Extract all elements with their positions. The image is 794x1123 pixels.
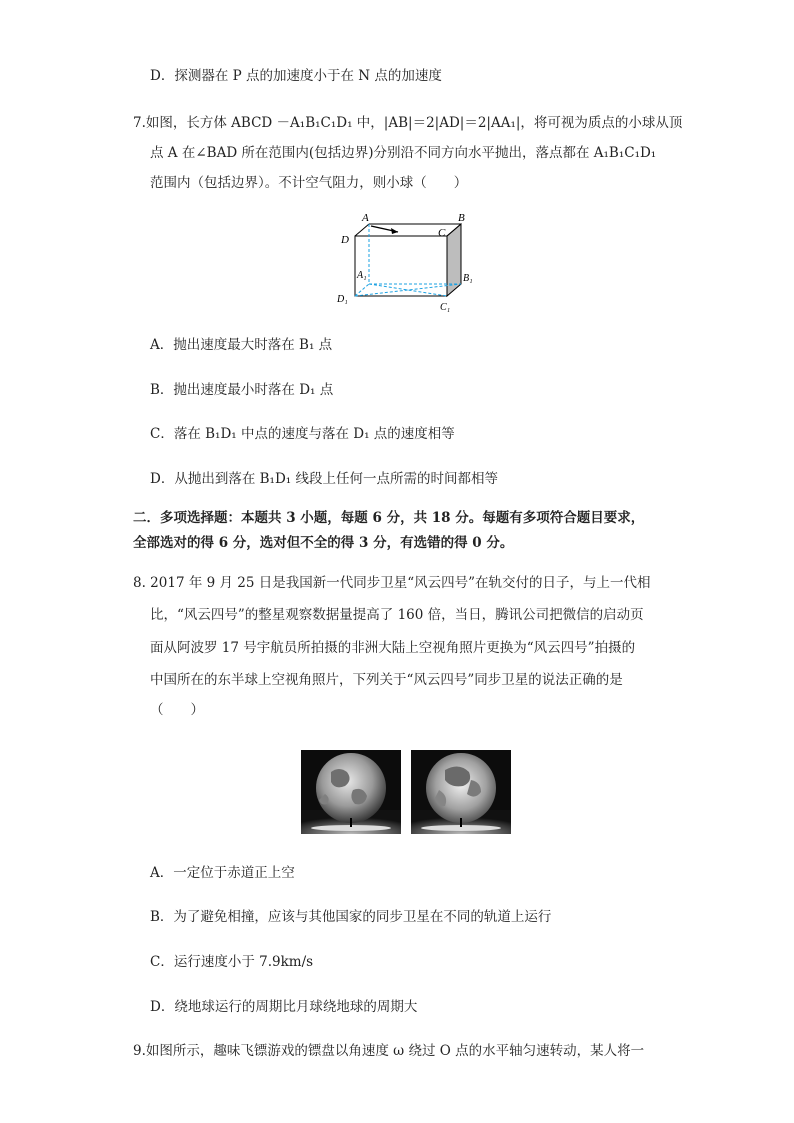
- q7-stem-line2: 点 A 在∠BAD 所在范围内(包括边界)分别沿不同方向水平抛出，落点都在 A₁B₁C₁D₁: [150, 145, 657, 161]
- cuboid-figure: [334, 208, 484, 316]
- q8-option-b: B．为了避免相撞，应该与其他国家的同步卫星在不同的轨道上运行: [150, 909, 552, 925]
- q8-option-d: D．绕地球运行的周期比月球绕地球的周期大: [150, 999, 418, 1015]
- label-A: A: [362, 212, 369, 224]
- astronaut-silhouette-left: [350, 818, 352, 827]
- q7-option-c: C．落在 B₁D₁ 中点的速度与落在 D₁ 点的速度相等: [150, 426, 455, 442]
- q8-stem-line3: 面从阿波罗 17 号宇航员所拍摄的非洲大陆上空视角照片更换为“风云四号”拍摄的: [150, 640, 636, 656]
- q8-option-a: A．一定位于赤道正上空: [150, 865, 295, 881]
- label-B1: B₁: [463, 273, 473, 284]
- q7-option-d: D．从抛出到落在 B₁D₁ 线段上任何一点所需的时间都相等: [150, 471, 498, 487]
- edge-DA: [355, 224, 369, 236]
- earth-photo-left: [301, 750, 401, 834]
- q7-option-a: A．抛出速度最大时落在 B₁ 点: [150, 337, 333, 353]
- label-C1: C₁: [440, 302, 451, 313]
- earth-photo-right: [411, 750, 511, 834]
- q8-stem-line2: 比，“风云四号”的整星观察数据量提高了 160 倍，当日，腾讯公司把微信的启动页: [150, 607, 644, 623]
- q8-stem-line5: （ ）: [150, 702, 204, 718]
- label-D: D: [341, 234, 349, 246]
- q9-stem-line1: 9.如图所示，趣味飞镖游戏的镖盘以角速度 ω 绕过 O 点的水平轴匀速转动，某人将一: [133, 1043, 645, 1059]
- earth-globe-right: [426, 753, 496, 823]
- q7-option-b: B．抛出速度最小时落在 D₁ 点: [150, 382, 334, 398]
- earth-globe-left: [316, 753, 386, 823]
- q7-stem-line1: 7.如图，长方体 ABCD －A₁B₁C₁D₁ 中，|AB|＝2|AD|＝2|AA₁|，将可视为质点的小球从顶: [133, 115, 683, 131]
- section2-header-line2: 全部选对的得 6 分，选对但不全的得 3 分，有选错的得 0 分。: [133, 535, 514, 551]
- q8-option-c: C．运行速度小于 7.9km/s: [150, 954, 314, 970]
- label-D1: D₁: [337, 294, 348, 305]
- q8-stem-line4: 中国所在的东半球上空视角照片，下列关于“风云四号”同步卫星的说法正确的是: [150, 672, 623, 688]
- label-A1: A₁: [357, 270, 367, 281]
- q7-stem-line3: 范围内（包括边界）。不计空气阻力，则小球（ ）: [150, 175, 468, 191]
- q6-option-d: D．探测器在 P 点的加速度小于在 N 点的加速度: [150, 68, 442, 84]
- arrow-head: [391, 228, 398, 234]
- section2-header-line1: 二．多项选择题：本题共 3 小题，每题 6 分，共 18 分。每题有多项符合题目要求，: [133, 510, 645, 526]
- label-B: B: [458, 212, 465, 224]
- astronaut-silhouette-right: [460, 818, 462, 827]
- label-C: C: [438, 227, 446, 239]
- q8-stem-line1: 8. 2017 年 9 月 25 日是我国新一代同步卫星“风云四号”在轨交付的日子，与上一代相: [133, 575, 651, 591]
